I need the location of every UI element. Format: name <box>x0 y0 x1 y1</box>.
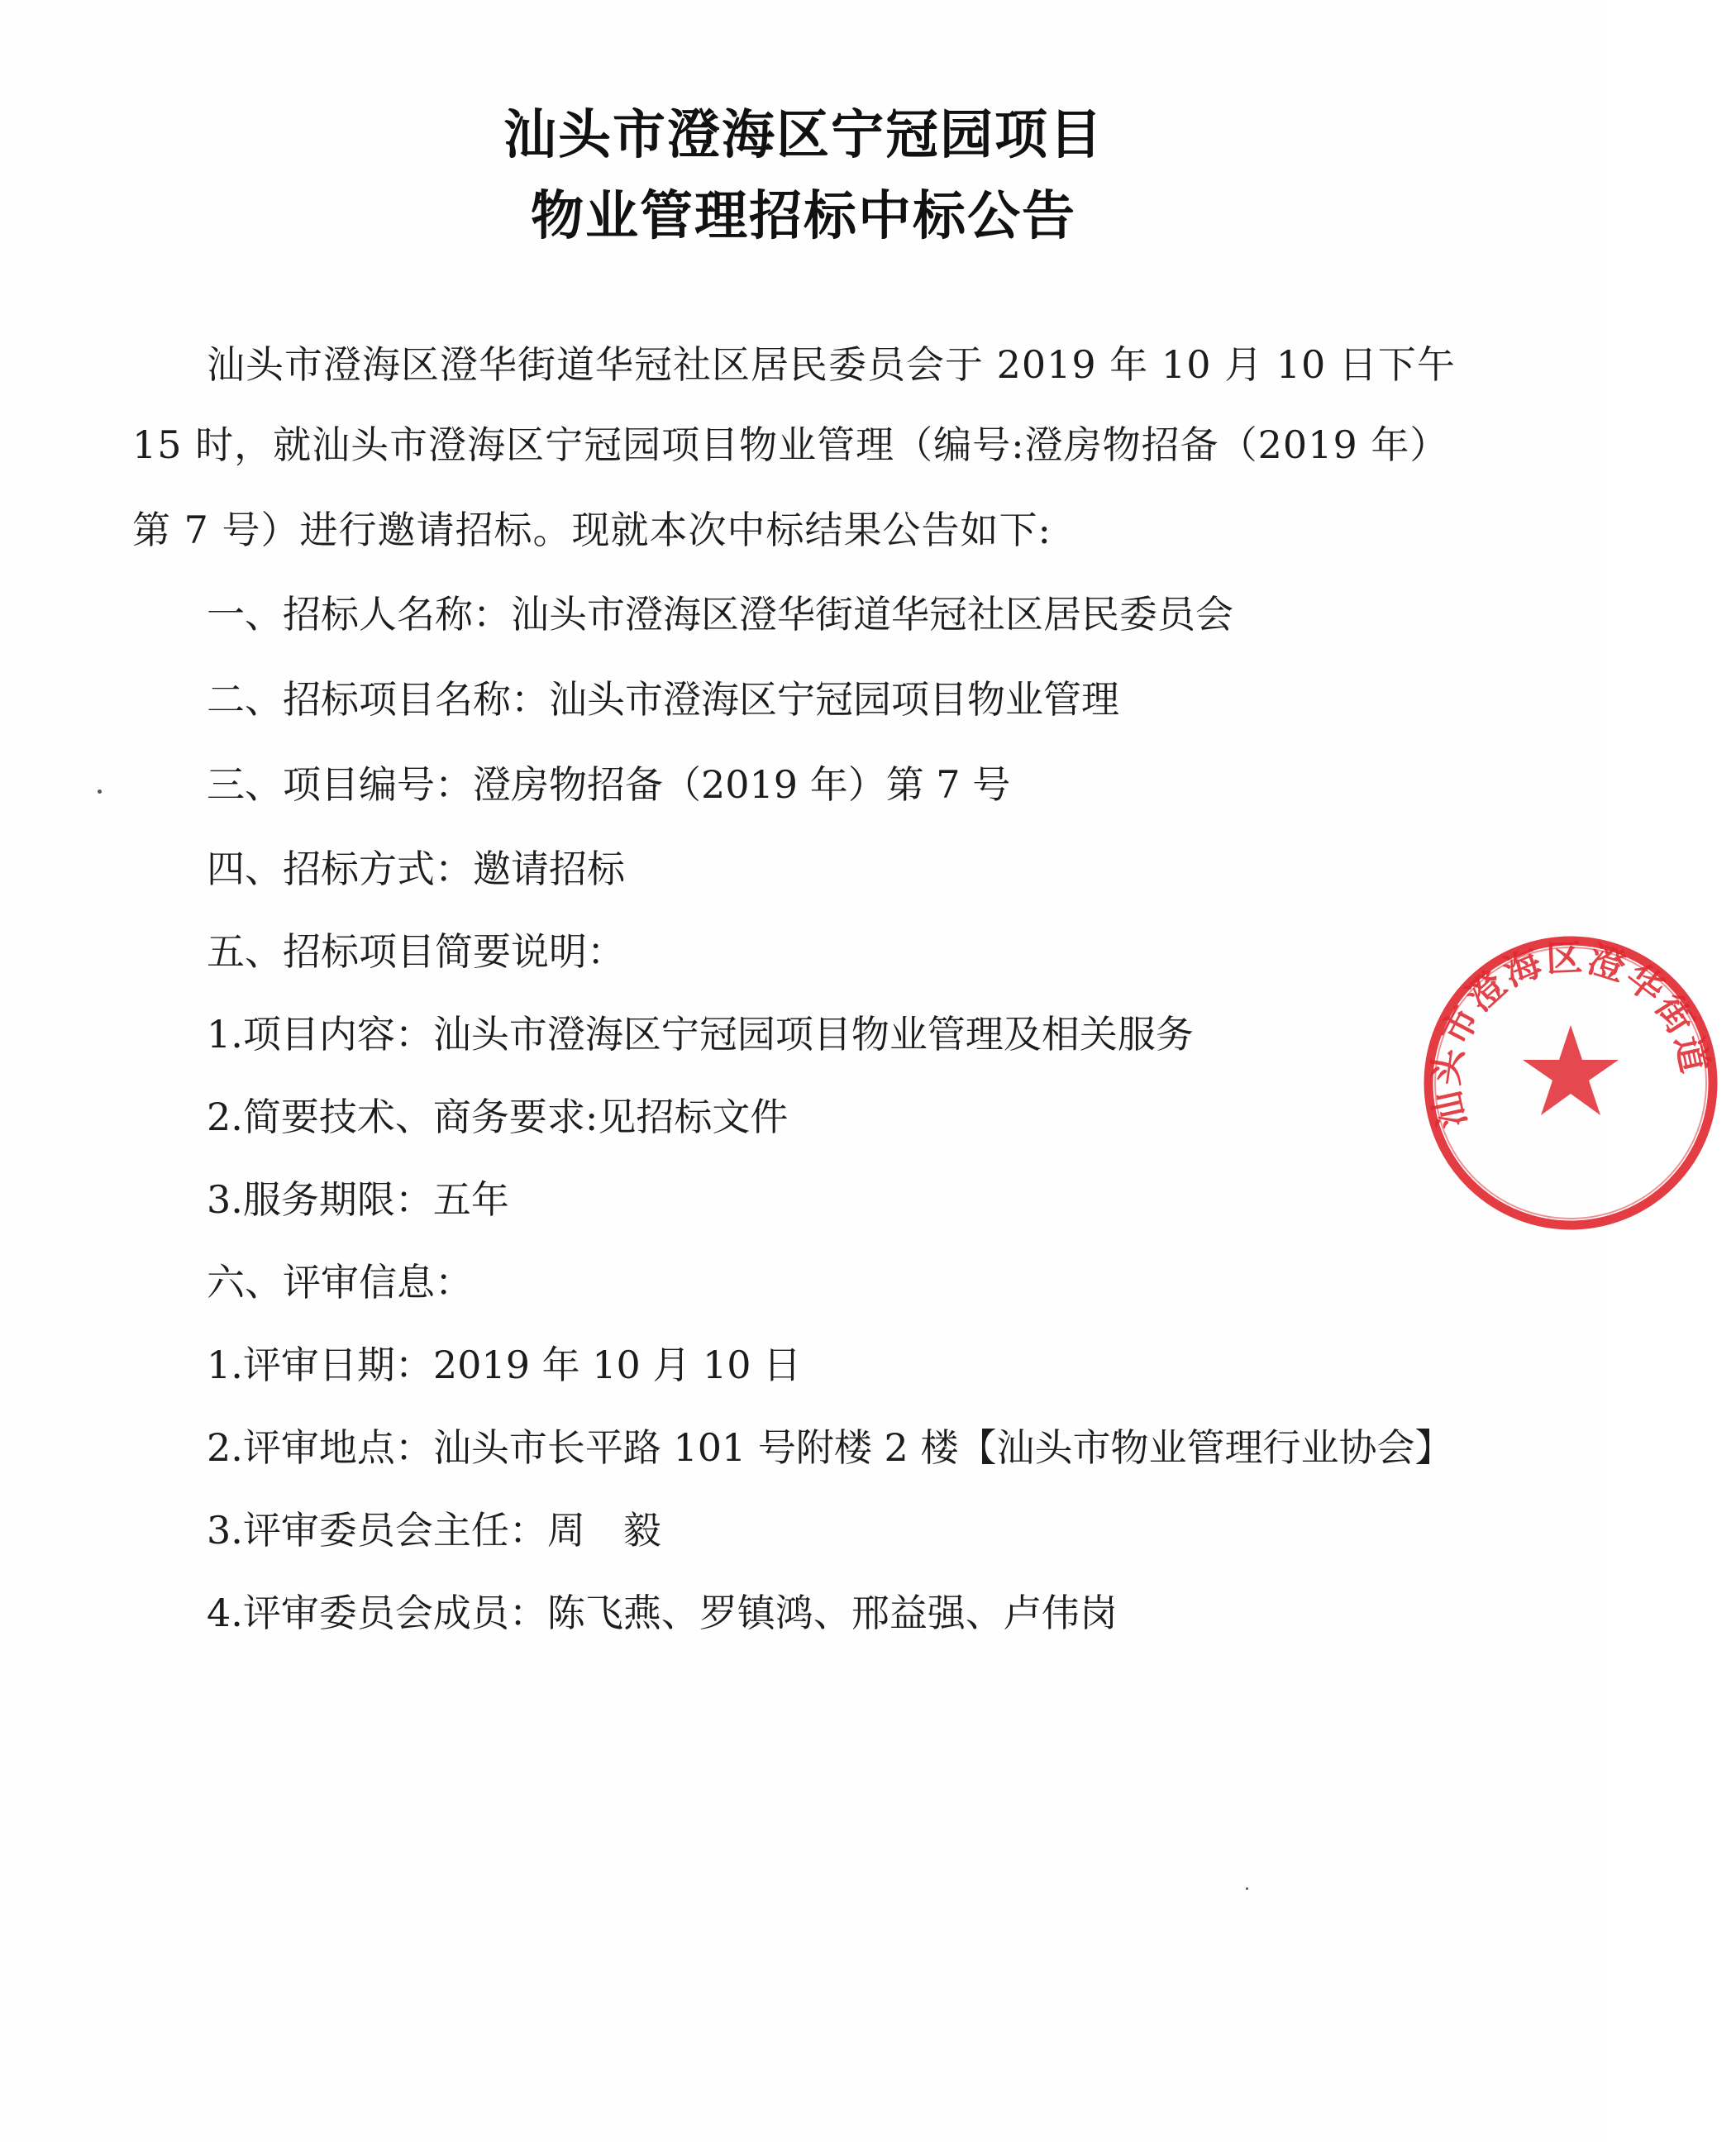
item-project-number: 三、项目编号：澄房物招备（2019 年）第 7 号 <box>207 762 1011 807</box>
scan-speck <box>98 790 102 794</box>
item-review-date: 1.评审日期：2019 年 10 月 10 日 <box>207 1343 802 1387</box>
document-title-line1: 汕头市澄海区宁冠园项目 <box>503 105 1104 166</box>
item-tender-method: 四、招标方式：邀请招标 <box>207 847 625 891</box>
item-tenderer-name: 一、招标人名称：汕头市澄海区澄华街道华冠社区居民委员会 <box>207 592 1233 637</box>
intro-line-3: 第 7 号）进行邀请招标。现就本次中标结果公告如下: <box>132 508 1052 552</box>
seal-star-icon <box>1523 1025 1619 1115</box>
item-requirements: 2.简要技术、商务要求:见招标文件 <box>207 1095 789 1139</box>
document-title-line2: 物业管理招标中标公告 <box>531 186 1076 247</box>
item-project-content: 1.项目内容：汕头市澄海区宁冠园项目物业管理及相关服务 <box>207 1012 1194 1057</box>
seal-text: 汕头市澄海区澄华街道 <box>1424 937 1716 1133</box>
item-project-brief-heading: 五、招标项目简要说明： <box>207 929 625 974</box>
item-service-period: 3.服务期限：五年 <box>207 1177 509 1222</box>
intro-line-2: 15 时，就汕头市澄海区宁冠园项目物业管理（编号:澄房物招备（2019 年） <box>132 422 1449 467</box>
item-review-info-heading: 六、评审信息： <box>207 1260 473 1305</box>
intro-line-1: 汕头市澄海区澄华街道华冠社区居民委员会于 2019 年 10 月 10 日下午 <box>207 342 1456 387</box>
item-project-name: 二、招标项目名称：汕头市澄海区宁冠园项目物业管理 <box>207 677 1119 722</box>
item-committee-members: 4.评审委员会成员：陈飞燕、罗镇鸿、邢益强、卢伟岗 <box>207 1591 1118 1635</box>
item-review-location: 2.评审地点：汕头市长平路 101 号附楼 2 楼【汕头市物业管理行业协会】 <box>207 1425 1453 1470</box>
scan-speck <box>1246 1887 1248 1890</box>
official-seal <box>1405 918 1736 1248</box>
item-committee-chair: 3.评审委员会主任：周 毅 <box>207 1508 661 1553</box>
